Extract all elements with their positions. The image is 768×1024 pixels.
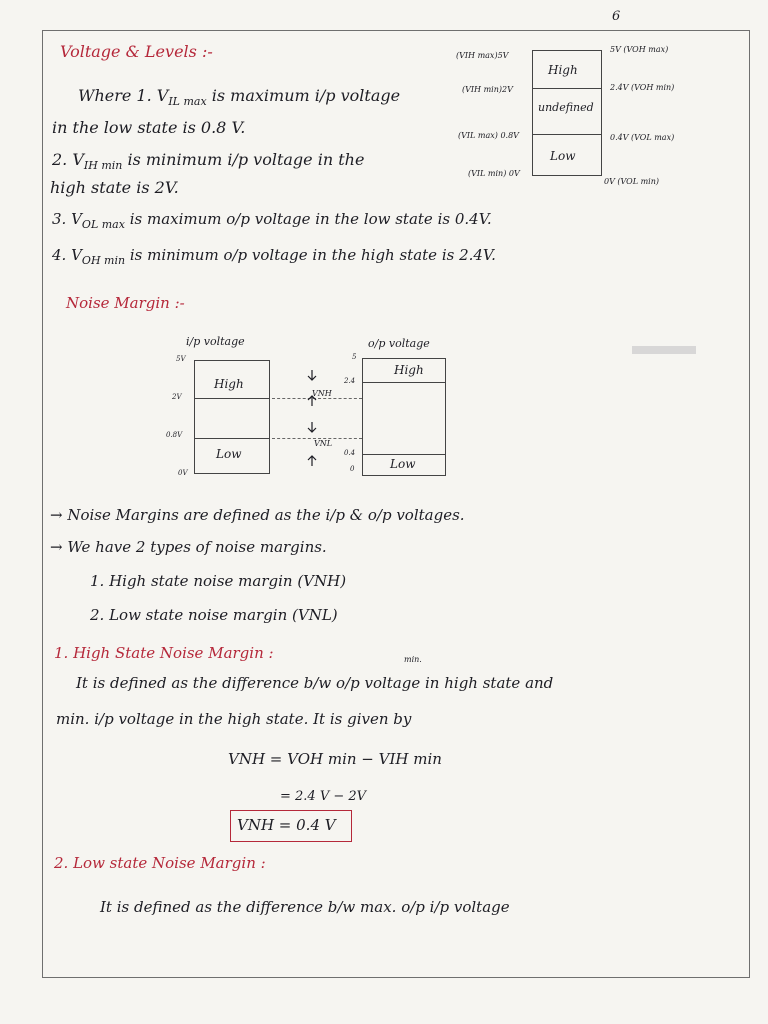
vnl-label: VNL (314, 439, 333, 448)
output-high-label: High (394, 363, 424, 377)
intro-item-1-line2: in the low state is 0.8 V. (52, 118, 246, 137)
intro-item-1-rest: is maximum i/p voltage (206, 86, 401, 105)
noise-margin-type-2: 2. Low state noise margin (VNL) (90, 606, 338, 624)
page-number: 6 (612, 9, 621, 24)
intro-item-3-rest: is maximum o/p voltage in the low state is 0.4V. (124, 210, 492, 228)
page-border (42, 30, 750, 978)
section1-heading: 1. High State Noise Margin : (54, 644, 274, 662)
noise-margin-arrows (300, 366, 340, 476)
section1-equation: VNH = VOH min − VIH min (228, 750, 442, 768)
intro-item-1-text: Where 1. V (78, 86, 169, 105)
zone-low-label: Low (550, 149, 576, 163)
output-voltage-title: o/p voltage (368, 337, 430, 350)
noise-margin-type-1: 1. High state noise margin (VNH) (90, 572, 347, 590)
logic-level-divider-high (532, 88, 602, 89)
output-tick-24: 2.4 (344, 377, 356, 385)
vnl-down-arrow-icon (308, 422, 316, 432)
vnl-up-arrow-icon (308, 456, 316, 466)
intro-item-4 (52, 248, 496, 266)
intro-item-1-sub: IL max (168, 95, 207, 109)
intro-item-2-text: 2. V (52, 150, 84, 169)
section1-line1: It is defined as the difference b/w o/p voltage in high state and (76, 674, 554, 692)
input-tick-0v: 0V (178, 469, 188, 477)
zone-high-label: High (548, 63, 578, 77)
intro-item-1 (78, 88, 400, 107)
intro-item-3-text: 3. V (52, 210, 82, 228)
section1-insert: min. (404, 655, 422, 664)
input-low-label: Low (216, 447, 242, 461)
input-tick-2v: 2V (172, 393, 182, 401)
input-tick-08v: 0.8V (166, 431, 183, 439)
section1-answer: VNH = 0.4 V (237, 816, 336, 834)
intro-item-4-sub: OH min (81, 254, 126, 267)
input-voltage-title: i/p voltage (186, 335, 245, 348)
intro-item-2-line2: high state is 2V. (50, 178, 179, 197)
ink-smudge (632, 346, 696, 354)
bullet-1: → Noise Margins are defined as the i/p & o/p voltages. (50, 506, 465, 524)
level-label-vol-max: 0.4V (VOL max) (610, 133, 675, 142)
intro-item-4-rest: is minimum o/p voltage in the high state is 2.4V. (125, 246, 496, 264)
level-label-vil-max: (VIL max) 0.8V (458, 131, 519, 140)
intro-item-3 (52, 212, 492, 230)
section-title: Voltage & Levels :- (60, 42, 213, 61)
input-vih-line (194, 398, 270, 399)
input-tick-5v: 5V (176, 355, 186, 363)
level-label-voh-min: 2.4V (VOH min) (610, 83, 675, 92)
answer-box (230, 810, 352, 842)
output-low-label: Low (390, 457, 416, 471)
intro-item-2-sub: IH min (83, 159, 123, 173)
output-tick-0: 0 (350, 465, 355, 473)
noise-margin-heading: Noise Margin :- (66, 294, 185, 312)
input-high-label: High (214, 377, 244, 391)
logic-level-divider-low (532, 134, 602, 135)
output-voh-line (362, 382, 446, 383)
section1-line2: min. i/p voltage in the high state. It is given by (56, 710, 412, 728)
output-tick-5: 5 (352, 353, 357, 361)
intro-item-4-text: 4. V (52, 246, 82, 264)
intro-item-3-sub: OL max (81, 218, 125, 231)
intro-item-2 (52, 152, 364, 171)
intro-item-2-rest: is minimum i/p voltage in the (122, 150, 365, 169)
level-label-vol-min: 0V (VOL min) (604, 177, 659, 186)
zone-undefined-label: undefined (538, 101, 594, 114)
vnh-label: VNH (312, 389, 332, 398)
vnh-down-arrow-icon (308, 370, 316, 380)
level-label-voh-max: 5V (VOH max) (610, 45, 669, 54)
output-vol-line (362, 454, 446, 455)
section2-line1: It is defined as the difference b/w max. o/p i/p voltage (100, 898, 510, 916)
level-label-vih-max: (VIH max)5V (456, 51, 509, 60)
level-label-vih-min: (VIH min)2V (462, 85, 513, 94)
output-tick-04: 0.4 (344, 449, 356, 457)
section2-heading: 2. Low state Noise Margin : (54, 854, 266, 872)
level-label-vil-min: (VIL min) 0V (468, 169, 520, 178)
input-vil-line (194, 438, 270, 439)
section1-substitution: = 2.4 V − 2V (280, 789, 367, 804)
bullet-2: → We have 2 types of noise margins. (50, 538, 327, 556)
